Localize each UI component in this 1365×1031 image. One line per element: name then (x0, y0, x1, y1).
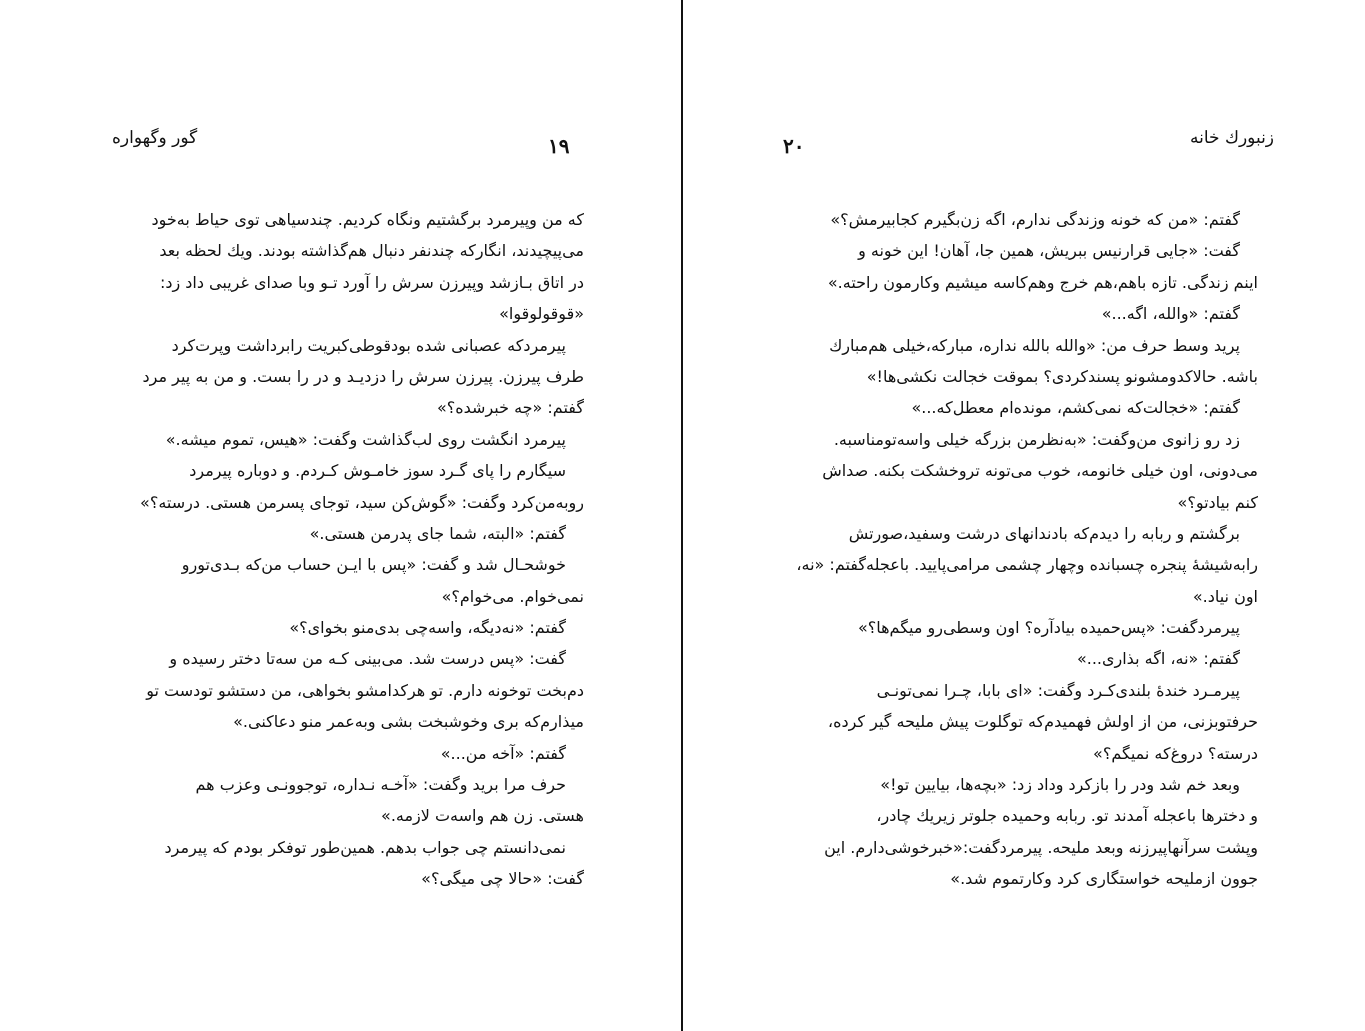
text-line: «قوقولوقوا» (499, 304, 584, 324)
text-line: می‌پیچیدند، انگارکه چندنفر دنبال هم‌گذاشته بودند. ویك لحظه بعد (159, 241, 584, 261)
text-line: طرف پیرزن. پیرزن سرش را دزدیـد و در را بست. و من به پیر مرد (142, 366, 584, 386)
text-line: جوون ازملیحه خواستگاری کرد وکارتموم شد.» (950, 869, 1258, 889)
text-line: دم‌بخت توخونه دارم. تو هرکدامشو بخواهی، من دستشو تودست تو (146, 680, 584, 700)
text-line: گفت: «جایی قرارنیس ببریش، همین جا، آهان! این خونه و (858, 241, 1240, 261)
text-line: پیرمردگفت: «پس‌حمیده بیادآره؟ اون وسطی‌رو میگم‌ها؟» (857, 618, 1240, 638)
text-line: پرید وسط حرف من: «والله بالله نداره، مبارکه،خیلی هم‌مبارك (829, 335, 1240, 355)
text-line: وبعد خم شد ودر را بازکرد وداد زد: «بچه‌ها، بیایین تو!» (880, 775, 1240, 795)
page-number: ۲۰ (783, 134, 805, 158)
text-line: رابه‌شیشهٔ پنجره چسبانده وچهار چشمی مرامی‌پایید. باعجله‌گفتم: «نه، (796, 555, 1258, 575)
text-line: وپشت سرآنهاپیرزنه وبعد ملیحه. پیرمردگفت:«خبرخوشی‌دارم. این (824, 837, 1258, 857)
text-line: خوشحـال شد و گفت: «پس با ایـن حساب من‌که بـدی‌تورو (181, 555, 566, 575)
page-body-text (110, 204, 584, 895)
text-line: نمی‌خوام. می‌خوام؟» (441, 586, 584, 606)
text-line: پیرمرد انگشت روی لب‌گذاشت وگفت: «هیس، تموم میشه.» (165, 429, 566, 449)
text-line: گفتم: «من که خونه وزندگی ندارم، اگه زن‌بگیرم کجابیرمش؟» (830, 210, 1240, 229)
text-line: حرف مرا برید وگفت: «آخـه نـداره، توجوونـی وعزب هم (195, 775, 566, 795)
left-page (0, 0, 681, 1031)
text-line: که من وپیرمرد برگشتیم ونگاه کردیم. چندسیاهی توی حیاط به‌خود (151, 210, 584, 229)
text-line: گفتم: «نه‌دیگه، واسه‌چی بدی‌منو بخوای؟» (289, 618, 566, 638)
text-line: درسته؟ دروغ‌که نمیگم؟» (1093, 743, 1258, 763)
text-line: هستی. زن هم واسه‌ت لازمه.» (381, 806, 584, 826)
text-line: نمی‌دانستم چی جواب بدهم. همین‌طور توفکر بودم که پیرمرد (164, 837, 566, 857)
text-line: سیگارم را پای گـرد سوز خامـوش کـردم. و دوباره پیرمرد (189, 461, 566, 481)
text-line: پیرمـرد خندهٔ بلندی‌کـرد وگفت: «ای بابا، چـرا نمی‌تونـی (876, 680, 1240, 700)
text-line: گفتم: «چه خبرشده؟» (436, 398, 584, 418)
text-line: پیرمردکه عصبانی شده بودقوطی‌کبریت رابرداشت وپرت‌کرد (171, 335, 566, 355)
page-body-text (780, 204, 1258, 895)
text-line: و دخترها باعجله آمدند تو. ربابه وحمیده جلوتر زیریك چادر، (876, 806, 1258, 826)
text-line: می‌دونی، اون خیلی خانومه، خوب می‌تونه تروخشکت بکنه. صداش (822, 461, 1258, 481)
text-line: زد رو زانوی من‌وگفت: «به‌نظرمن بزرگه خیلی واسه‌تومناسبه. (833, 429, 1240, 449)
text-line: حرفتوبزنی، من از اولش فهمیدم‌که توگلوت پیش ملیحه گیر کرده، (827, 712, 1258, 732)
text-line: گفتم: «آخه من...» (440, 743, 566, 763)
text-line: گفت: «حالا چی میگی؟» (421, 869, 584, 889)
running-title: زنبورك خانه (1190, 128, 1275, 148)
page-number: ۱۹ (548, 134, 570, 158)
text-line: میذارم‌که بری وخوشبخت بشی وبه‌عمر منو دعاکنی.» (233, 712, 584, 732)
text-line: باشه. حالاکدومشونو پسندکردی؟ بموقت خجالت نکشی‌ها!» (866, 366, 1258, 386)
text-line: کنم بیادتو؟» (1177, 492, 1258, 512)
text-line: گفتم: «خجالت‌که نمی‌کشم، مونده‌ام معطل‌که...» (911, 398, 1240, 418)
text-line: گفتم: «نه، اگه بذاری...» (1076, 649, 1240, 669)
text-line: گفت: «پس درست شد. می‌بینی کـه من سه‌تا دختر رسیده و (169, 649, 566, 669)
text-line: گفتم: «البته، شما جای پدرمن هستی.» (309, 523, 566, 543)
text-line: در اتاق بـازشد وپیرزن سرش را آورد تـو وبا صدای غریبی داد زد: (159, 272, 584, 292)
text-line: اون نیاد.» (1192, 586, 1258, 606)
right-page (683, 0, 1365, 1031)
text-line: اینم زندگی. تازه باهم،هم خرج وهم‌کاسه میشیم وکارمون راحته.» (827, 272, 1258, 292)
text-line: برگشتم و ربابه را دیدم‌که بادندانهای درشت وسفید،صورتش (848, 523, 1240, 543)
running-title: گور وگهواره (112, 128, 198, 148)
text-line: روبه‌من‌کرد وگفت: «گوش‌کن سید، توجای پسرمن هستی. درسته؟» (140, 492, 584, 512)
text-line: گفتم: «والله، اگه...» (1101, 304, 1240, 324)
